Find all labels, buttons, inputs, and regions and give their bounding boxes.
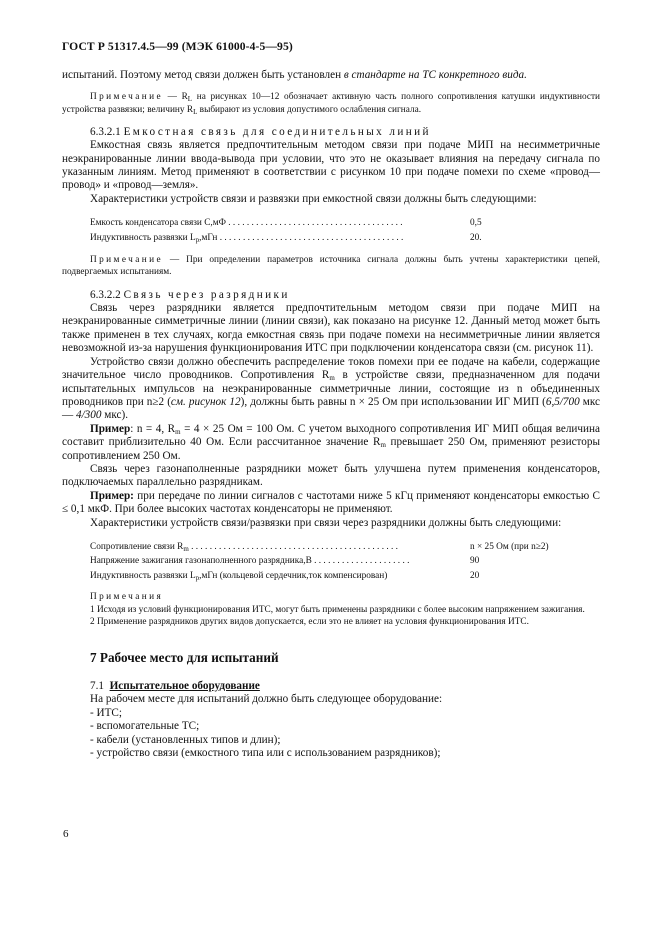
example-1: Пример: n = 4, $R_m = 4 \times 25$ Ом = 100 Ом. С учетом выходного сопротивления ИГ МИП общая величина составит приблизительно 40 Ом. Если рассчитанное значение $R_m$ превышает 250 Ом, применяют резисторы сопротивлением 250 Ом.	[62, 422, 600, 462]
equipment-list	[62, 707, 600, 761]
param-label: Индуктивность развязки $L_р,мГн$ . . . . . . . . . . . . . . . . . . . . . . . . . . . . . . . . . . . . . . . .	[90, 232, 404, 244]
note-source-params: Примечание — При определении параметров источника сигнала должны быть учтены характеристики цепей, подвергаемых испытаниям.	[62, 255, 600, 278]
param-value: 20	[470, 570, 480, 581]
example-2: Пример: при передаче по линии сигналов с частотами ниже 5 кГц применяют конденсаторы емкостью C ≤ 0,1 мкФ. При более высоких частотах конденсаторы не применяют.	[62, 489, 600, 516]
notes-title: Примечания	[90, 592, 164, 603]
section-6322-paragraph-2: Устройство связи должно обеспечить распределение токов помехи при ее подаче на кабели, содержащие значительное число проводников. Сопротивления $R_m$ в устройстве связи, предназначенном для подачи испытательных импульсов на неэкранированные симметричные линии, состоящие из n объединенных проводников при n≥2 (см. рисунок 12), должны быть равны n × 25 Ом при использовании ИГ МИП (6,5/700 мкс — 4/300 мкс).	[62, 355, 600, 422]
param-value: 90	[470, 556, 480, 567]
param-label: Емкость конденсатора связи С,мФ . . . . . . . . . . . . . . . . . . . . . . . . . . . . . . . . . . . . . .	[90, 218, 403, 229]
section-6322-paragraph-3: Связь через газонаполненные разрядники может быть улучшена путем применения конденсаторов, подключаемых параллельно разрядникам.	[62, 462, 600, 489]
param-value: 0,5	[470, 218, 482, 229]
arrester-params-table	[62, 540, 600, 584]
section-7-title: 7 Рабочее место для испытаний	[90, 650, 279, 666]
param-row	[90, 554, 600, 569]
list-item: - кабели (установленных типов и длин);	[90, 733, 281, 746]
list-item: - устройство связи (емкостного типа или с использованием разрядников);	[90, 747, 441, 760]
document-header: ГОСТ Р 51317.4.5—99 (МЭК 61000-4-5—95)	[62, 40, 293, 53]
list-item: - вспомогательные ТС;	[90, 720, 200, 733]
param-row	[90, 216, 600, 231]
equipment-intro: На рабочем месте для испытаний должно быть следующее оборудование:	[90, 693, 443, 706]
param-value: 20.	[470, 232, 482, 243]
document-page	[62, 40, 600, 761]
capacitive-params-table	[62, 216, 600, 245]
section-6322-paragraph-1: Связь через разрядники является предпочтительным методом связи при подаче МИП на неэкранированные симметричные линии (линии связи), как показано на рисунке 12. Данный метод может быть также применен в тех случаях, когда емкостная связь при подаче помехи на несимметричные линии является невозможной из-за нарушения функционирования ИТС при подключении конденсатора связи (см. рисунок 11).	[62, 302, 600, 355]
note-arrester-2: 2 Применение разрядников других видов допускается, если это не влияет на условия функционирования ИТС.	[90, 616, 529, 627]
param-row	[90, 540, 600, 555]
param-row	[90, 231, 600, 246]
note-arrester-1: 1 Исходя из условий функционирования ИТС, могут быть применены разрядники с более высоким напряжением зажигания.	[90, 604, 585, 615]
param-row	[90, 569, 600, 584]
note-rl: Примечание — $R_L$ на рисунках 10—12 обозначает активную часть полного сопротивления катушки индуктивности устройства развязки; величину $R_L$ выбирают из условия допустимого ослабления сигнала.	[62, 92, 600, 116]
section-6322-heading: 6.3.2.2 Связь через разрядники	[90, 288, 290, 301]
section-6321-characteristics: Характеристики устройств связи и развязки при емкостной связи должны быть следующими:	[90, 192, 537, 205]
section-6321-paragraph: Емкостная связь является предпочтительным методом связи при подаче МИП на несимметричные неэкранированные линии ввода-вывода при условии, что это не оказывает влияния на передачу сигнала по указанным линиям. Метод применяют в соответствии с рисунком 10 при подаче помехи по схеме «провод—провод» и «провод—земля».	[62, 139, 600, 192]
section-6321-heading: 6.3.2.1 Емкостная связь для соединительных линий	[90, 125, 431, 138]
section-6322-characteristics: Характеристики устройств связи/развязки при связи через разрядники должны быть следующими:	[90, 516, 562, 529]
param-label: Индуктивность развязки $L_р,мГн$ (кольцевой сердечник,ток компенсирован)	[90, 570, 388, 582]
param-label: Сопротивление связи $R_m$ . . . . . . . . . . . . . . . . . . . . . . . . . . . . . . . . . . . . . . . . . . . . .	[90, 541, 398, 553]
param-value: n × 25 Ом (при n≥2)	[470, 541, 549, 552]
intro-paragraph: испытаний. Поэтому метод связи должен быть установлен в стандарте на ТС конкретного вида.	[62, 69, 527, 81]
list-item: - ИТС;	[90, 706, 123, 719]
page-number: 6	[63, 828, 69, 840]
param-label: Напряжение зажигания газонаполненного разрядника,В . . . . . . . . . . . . . . . . . . . . .	[90, 556, 410, 567]
section-71-heading: 7.1 Испытательное оборудование	[90, 680, 260, 693]
